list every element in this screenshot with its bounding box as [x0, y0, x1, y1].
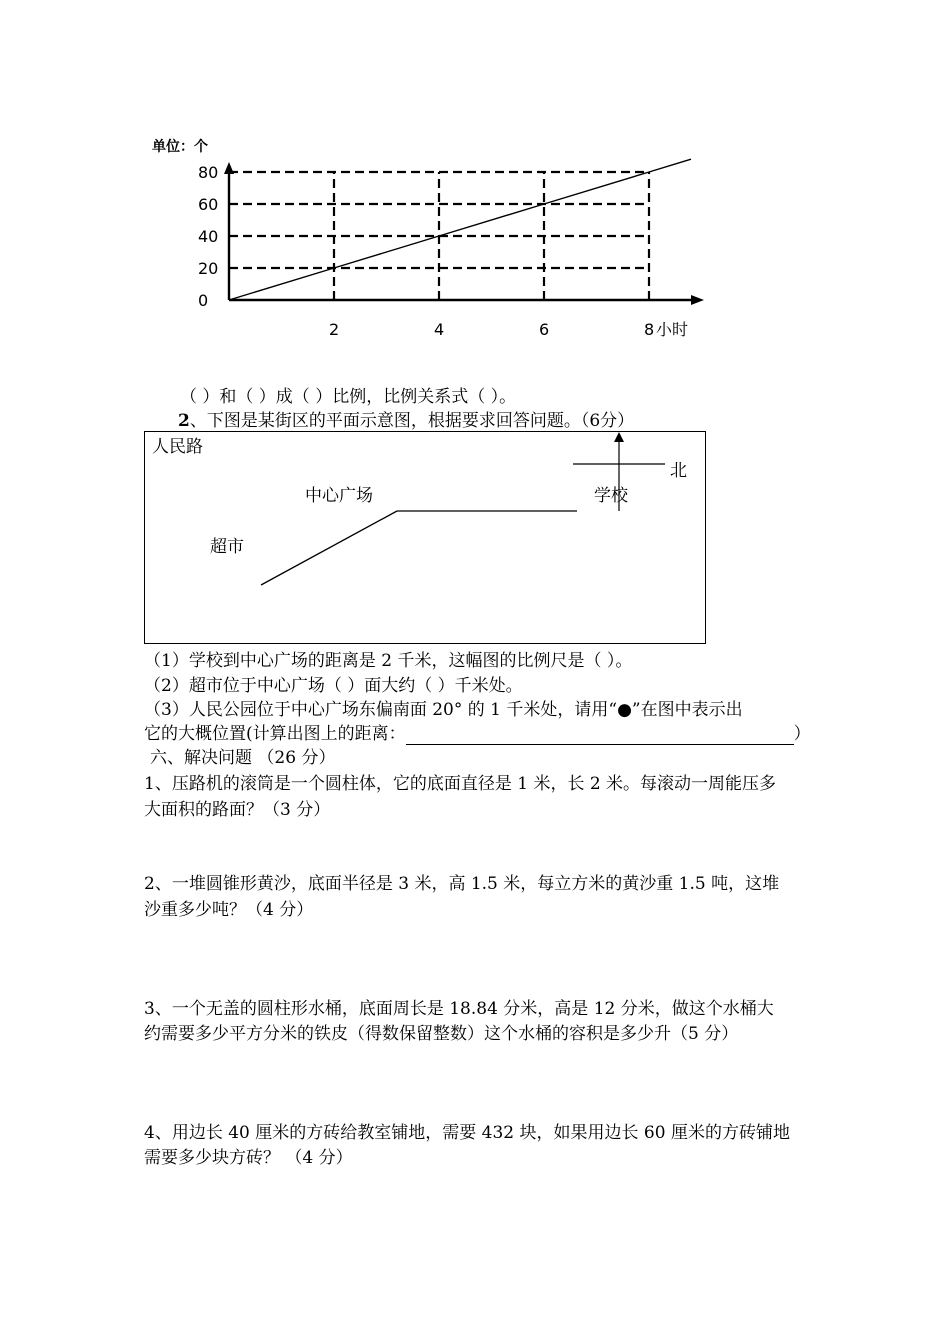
north-arrow-icon	[614, 432, 624, 442]
answer-blank[interactable]	[406, 728, 794, 745]
problem-4-line1: 4、用边长 40 厘米的方砖给教室铺地，需要 432 块，如果用边长 60 厘米的方砖铺地	[144, 1123, 790, 1143]
q2-sub2: （2）超市位于中心广场（ ）面大约（ ）千米处。	[144, 676, 523, 696]
problem-4-line2: 需要多少块方砖？ （4 分）	[144, 1148, 353, 1168]
y-tick-label-60: 60	[198, 195, 219, 214]
q2-sub3-line1: （3）人民公园位于中心广场东偏南面 20° 的 1 千米处，请用“●”在图中表示出	[144, 700, 743, 720]
q2-sub3-end: ）	[793, 724, 811, 744]
q2-sub1: （1）学校到中心广场的距离是 2 千米，这幅图的比例尺是（ ）。	[144, 651, 633, 671]
map-lines	[0, 0, 950, 660]
map-center-label: 中心广场	[305, 486, 373, 506]
y-tick-label-40: 40	[198, 227, 219, 246]
q2-sub3-line2	[144, 723, 811, 745]
x-tick-label-2: 2	[329, 320, 340, 339]
problem-1-line1: 1、压路机的滚筒是一个圆柱体，它的底面直径是 1 米，长 2 米。每滚动一周能压多	[144, 774, 777, 794]
problem-3-line1: 3、一个无盖的圆柱形水桶，底面周长是 18.84 分米，高是 12 分米，做这个水桶大	[144, 999, 774, 1019]
q2-number: 2	[178, 411, 190, 431]
y-tick-label-20: 20	[198, 259, 219, 278]
q1-fill-line: （ ）和（ ）成（ ）比例，比例关系式（ ）。	[180, 387, 517, 407]
map-supermarket-label: 超市	[210, 537, 244, 557]
problem-3-line2: 约需要多少平方分米的铁皮（得数保留整数）这个水桶的容积是多少升（5 分）	[144, 1024, 739, 1044]
problem-1-line2: 大面积的路面？（3 分）	[144, 800, 331, 820]
chart-unit-label: 单位：个	[152, 139, 208, 155]
x-tick-label-6: 6	[539, 320, 550, 339]
map-north-label: 北	[670, 461, 687, 481]
problem-2-line1: 2、一堆圆锥形黄沙，底面半径是 3 米，高 1.5 米，每立方米的黄沙重 1.5 吨，这堆	[144, 874, 780, 894]
q2-title-text: 、下图是某街区的平面示意图，根据要求回答问题。（6分）	[189, 411, 635, 431]
x-tick-label-4: 4	[434, 320, 445, 339]
y-tick-label-80: 80	[198, 163, 219, 182]
section6-heading: 六、解决问题 （26 分）	[150, 748, 336, 768]
map-road-label: 人民路	[152, 437, 203, 457]
x-tick-label-8: 8	[644, 320, 655, 339]
problem-2-line2: 沙重多少吨？（4 分）	[144, 900, 314, 920]
q2-sub3-text: 它的大概位置(计算出图上的距离：	[144, 724, 406, 744]
y-tick-label-0: 0	[198, 291, 209, 310]
x-axis-unit-label: 小时	[656, 320, 689, 339]
map-road-supermarket-to-center	[261, 511, 397, 585]
map-school-label: 学校	[594, 486, 628, 506]
